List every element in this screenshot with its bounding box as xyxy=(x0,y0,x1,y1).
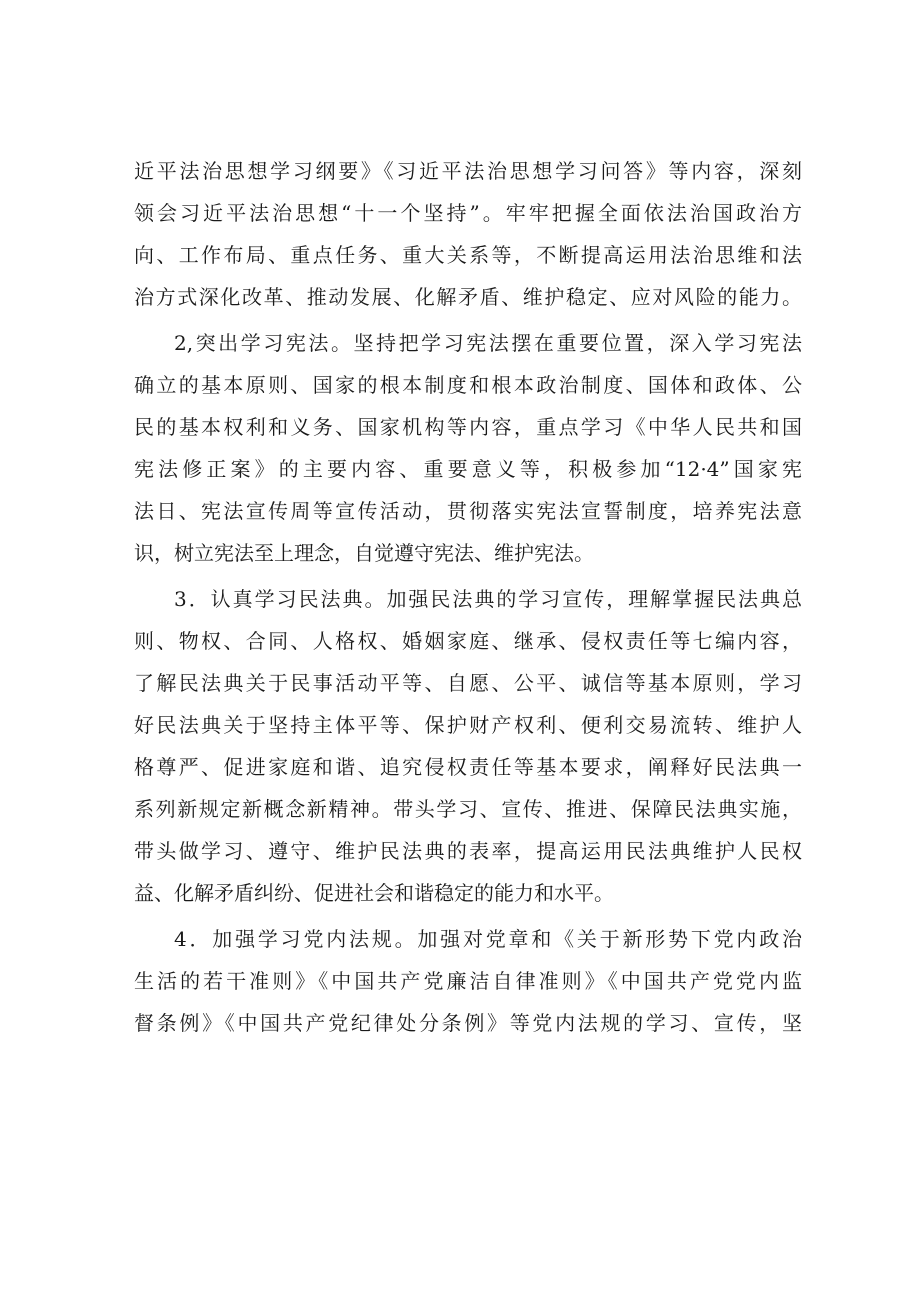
text-line: 督条例》《中国共产党纪律处分条例》等党内法规的学习、宣传，坚 xyxy=(134,1011,802,1035)
text-line: 民的基本权利和义务、国家机构等内容，重点学习《中华人民共和国 xyxy=(134,415,802,439)
text-line: 了解民法典关于民事活动平等、自愿、公平、诚信等基本原则，学习 xyxy=(134,671,802,695)
text-line: 格尊严、促进家庭和谐、追究侵权责任等基本要求，阐释好民法典一 xyxy=(134,755,802,779)
text-line: 治方式深化改革、推动发展、化解矛盾、维护稳定、应对风险的能力。 xyxy=(134,285,802,309)
text-line: 近平法治思想学习纲要》《习近平法治思想学习问答》等内容，深刻 xyxy=(134,159,802,183)
text-line: 宪法修正案》的主要内容、重要意义等，积极参加“12·4”国家宪 xyxy=(134,457,802,481)
text-line: 带头做学习、遵守、维护民法典的表率，提高运用民法典维护人民权 xyxy=(134,839,802,863)
text-line: 生活的若干准则》《中国共产党廉洁自律准则》《中国共产党党内监 xyxy=(134,969,802,993)
text-line: 领会习近平法治思想“十一个坚持”。牢牢把握全面依法治国政治方 xyxy=(134,201,802,225)
text-line: 2,突出学习宪法。坚持把学习宪法摆在重要位置，深入学习宪法 xyxy=(174,331,802,355)
text-line: 确立的基本原则、国家的根本制度和根本政治制度、国体和政体、公 xyxy=(134,373,802,397)
text-line: 好民法典关于坚持主体平等、保护财产权利、便利交易流转、维护人 xyxy=(134,713,802,737)
document-body xyxy=(134,150,802,1044)
text-line: 则、物权、合同、人格权、婚姻家庭、继承、侵权责任等七编内容， xyxy=(134,629,802,653)
text-line: 益、化解矛盾纠纷、促进社会和谐稳定的能力和水平。 xyxy=(134,881,614,905)
text-line: 4．加强学习党内法规。加强对党章和《关于新形势下党内政治 xyxy=(174,927,802,951)
text-line: 系列新规定新概念新精神。带头学习、宣传、推进、保障民法典实施， xyxy=(134,797,802,821)
text-line: 识，树立宪法至上理念，自觉遵守宪法、维护宪法。 xyxy=(134,541,594,565)
text-line: 法日、宪法宣传周等宣传活动，贯彻落实宪法宣誓制度，培养宪法意 xyxy=(134,499,802,523)
text-line: 向、工作布局、重点任务、重大关系等，不断提高运用法治思维和法 xyxy=(134,243,802,267)
text-line: 3．认真学习民法典。加强民法典的学习宣传，理解掌握民法典总 xyxy=(174,587,802,611)
